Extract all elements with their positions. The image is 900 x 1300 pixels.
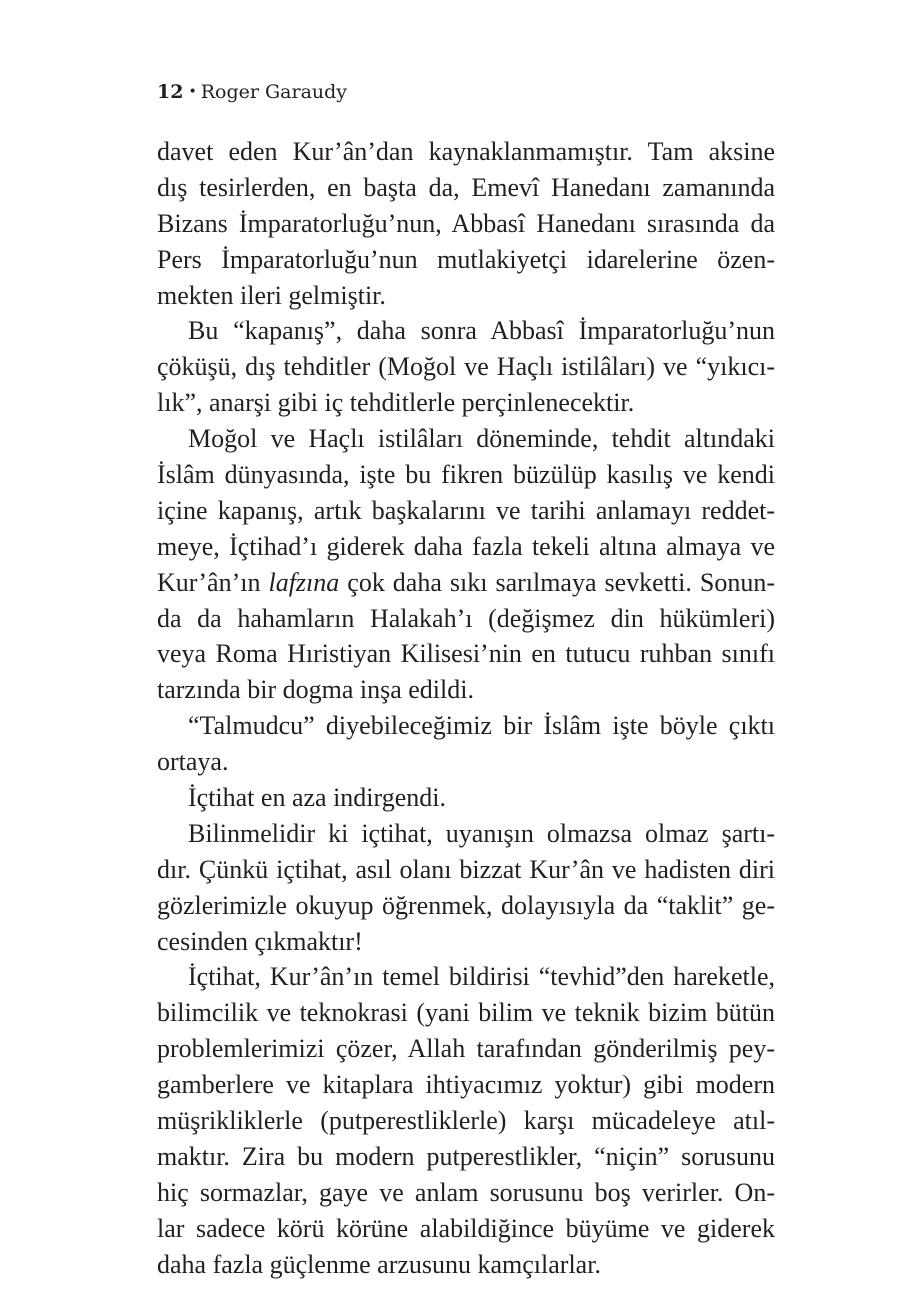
text-line: Moğol ve Haçlı istilâları döneminde, tehdit altındaki (188, 424, 775, 454)
text-line: tarzında bir dogma inşa edildi. (157, 675, 474, 705)
text-line: bilimcilik ve teknokrasi (yani bilim ve teknik bizim bütün (157, 998, 775, 1028)
text-line: Bilinmelidir ki içtihat, uyanışın olmazsa olmaz şartı- (188, 818, 775, 848)
text-line: Pers İmparatorluğu’nun mutlakiyetçi idarelerine özen- (157, 244, 775, 274)
italic-word: lafzına (268, 567, 340, 597)
text-line: da da hahamların Halakah’ı (değişmez din hükümleri) (157, 603, 775, 633)
text-line: ortaya. (157, 747, 229, 777)
text-line: müşrikliklerle (putperestliklerle) karşı mücadeleye atıl- (157, 1106, 775, 1136)
header-separator: • (188, 84, 197, 100)
text-line: dış tesirlerden, en başta da, Emevî Hanedanı zamanında (157, 172, 775, 202)
running-head (157, 80, 347, 104)
text-line: davet eden Kur’ân’dan kaynaklanmamıştır. Tam aksine (157, 137, 775, 166)
text-line: mekten ileri gelmiştir. (157, 280, 386, 310)
text-line: gamberlere ve kitaplara ihtiyacımız yoktur) gibi modern (157, 1070, 775, 1100)
text-line (157, 565, 775, 601)
text-line: lık”, anarşi gibi iç tehditlerle perçinlenecektir. (157, 388, 635, 418)
text-line: İslâm dünyasında, işte bu fikren büzülüp kasılış ve kendi (157, 460, 775, 490)
text-line: “Talmudcu” diyebileceğimiz bir İslâm işte böyle çıktı (188, 711, 775, 741)
text-line: veya Roma Hıristiyan Kilisesi’nin en tutucu ruhban sınıfı (157, 639, 775, 669)
page-number: 12 (157, 81, 184, 103)
text-line: Bu “kapanış”, daha sonra Abbasî İmparatorluğu’nun (188, 316, 775, 346)
text-line: lar sadece körü körüne alabildiğince büyüme ve giderek (157, 1213, 775, 1243)
text-line: cesinden çıkmaktır! (157, 926, 363, 956)
text-line: daha fazla güçlenme arzusunu kamçılarlar. (157, 1249, 601, 1279)
text-line: gözlerimizle okuyup öğrenmek, dolayısıyla da “taklit” ge- (157, 890, 775, 920)
text-line: dır. Çünkü içtihat, asıl olanı bizzat Kur’ân ve hadisten diri (157, 854, 775, 884)
text-line: içine kapanış, artık başkalarını ve tarihi anlamayı reddet- (157, 495, 775, 525)
text-line: İçtihat en aza indirgendi. (188, 783, 446, 813)
text-line: çöküşü, dış tehditler (Moğol ve Haçlı istilâları) ve “yıkıcı- (157, 352, 775, 382)
text-line: problemlerimizi çözer, Allah tarafından gönderilmiş pey- (157, 1034, 775, 1064)
text-line: Bizans İmparatorluğu’nun, Abbasî Hanedanı sırasında da (157, 208, 775, 238)
text-segment: Kur’ân’ın (157, 567, 269, 597)
text-segment: çok daha sıkı sarılmaya sevketti. Sonun- (339, 567, 775, 597)
author-name: Roger Garaudy (200, 81, 348, 103)
body-text (157, 134, 775, 1283)
text-line: İçtihat, Kur’ân’ın temel bildirisi “tevhid”den hareketle, (188, 962, 775, 992)
text-line: hiç sormazlar, gaye ve anlam sorusunu boş verirler. On- (157, 1177, 775, 1207)
text-line: meye, İçtihad’ı giderek daha fazla tekeli altına almaya ve (157, 531, 775, 561)
text-line: maktır. Zira bu modern putperestlikler, “niçin” sorusunu (157, 1141, 775, 1171)
